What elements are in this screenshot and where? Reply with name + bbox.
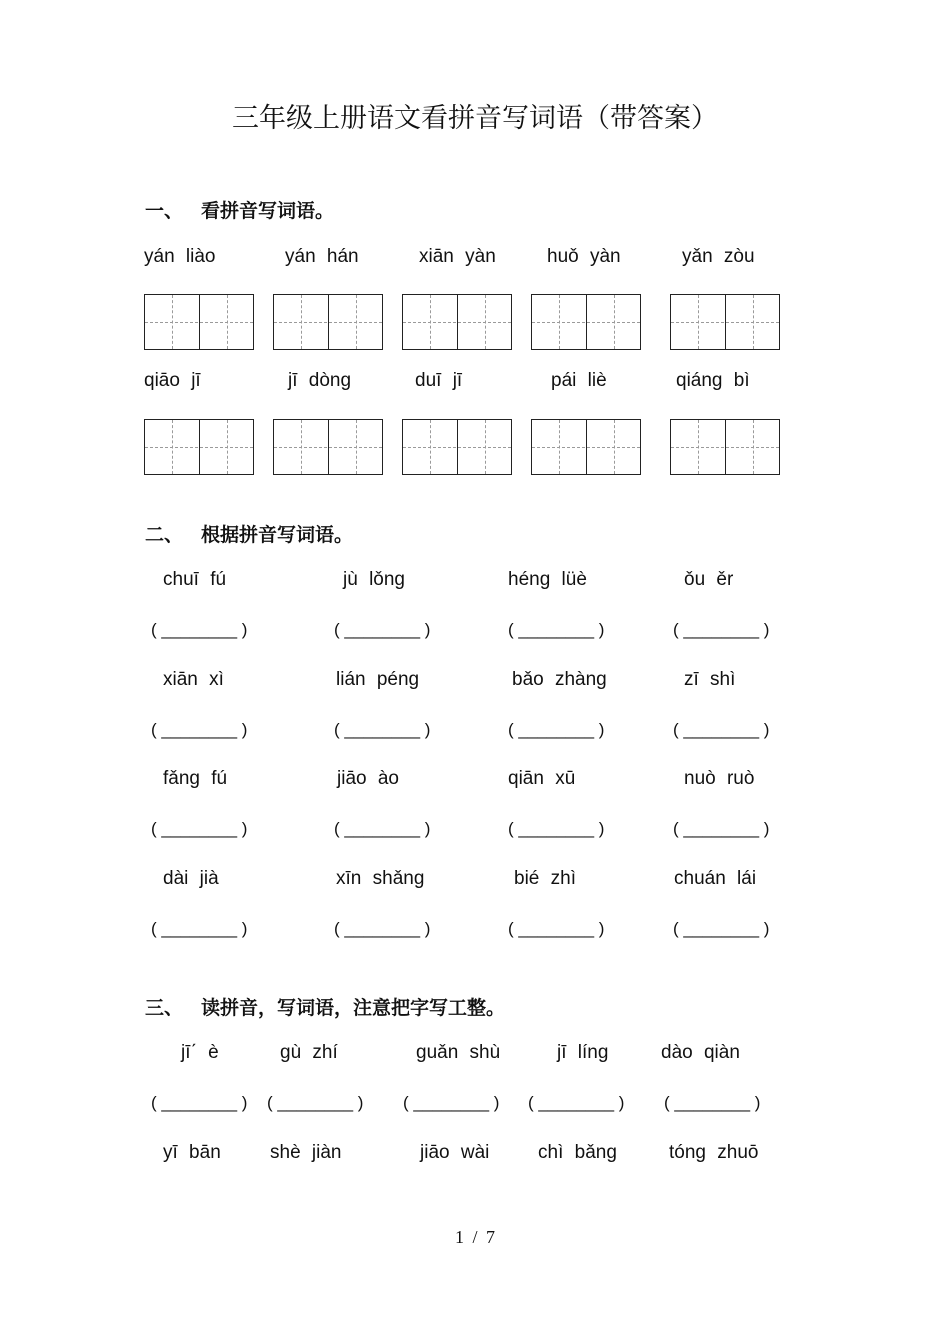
writing-box[interactable] [670, 419, 780, 475]
pinyin-item: xiān xì [163, 669, 224, 690]
section-1-title: 看拼音写词语。 [201, 200, 335, 222]
pinyin-item: jī líng [557, 1042, 609, 1063]
answer-blank[interactable]: ( ________ ) [528, 1093, 625, 1112]
pinyin-item: gù zhí [280, 1042, 338, 1063]
writing-box[interactable] [531, 419, 641, 475]
pinyin-item: huǒ yàn [547, 246, 621, 267]
page-number: 1 / 7 [454, 1227, 495, 1247]
grid-guide [671, 322, 779, 323]
pinyin-item: lián péng [336, 669, 420, 690]
answer-blank[interactable]: ( ________ ) [151, 919, 248, 938]
answer-blank[interactable]: ( ________ ) [334, 919, 431, 938]
pinyin-item: xiān yàn [419, 246, 496, 267]
answer-blank[interactable]: ( ________ ) [673, 620, 770, 639]
answer-blank[interactable]: ( ________ ) [403, 1093, 500, 1112]
answer-blank[interactable]: ( ________ ) [664, 1093, 761, 1112]
pinyin-item: dài jià [163, 868, 219, 889]
grid-guide [145, 322, 253, 323]
pinyin-item: yī bān [163, 1142, 221, 1163]
answer-blank[interactable]: ( ________ ) [334, 819, 431, 838]
pinyin-item: yán liào [144, 246, 216, 267]
answer-blank[interactable]: ( ________ ) [151, 720, 248, 739]
answer-blank[interactable]: ( ________ ) [673, 720, 770, 739]
pinyin-item: ǒu ěr [684, 569, 734, 590]
writing-box[interactable] [402, 419, 512, 475]
pinyin-item: yǎn zòu [682, 246, 755, 267]
grid-guide [145, 447, 253, 448]
grid-guide [532, 447, 640, 448]
writing-box[interactable] [273, 294, 383, 350]
pinyin-item: pái liè [551, 370, 607, 391]
pinyin-item: yán hán [285, 246, 359, 267]
writing-box[interactable] [144, 294, 254, 350]
pinyin-item: qiān xū [508, 768, 576, 789]
grid-guide [403, 447, 511, 448]
pinyin-item: qiāo jī [144, 370, 201, 391]
pinyin-item: chuán lái [674, 868, 757, 889]
answer-blank[interactable]: ( ________ ) [508, 819, 605, 838]
pinyin-item: héng lüè [508, 569, 587, 590]
pinyin-item: jīˊ è [181, 1042, 219, 1063]
grid-guide [403, 322, 511, 323]
pinyin-item: zī shì [684, 669, 736, 690]
pinyin-item: nuò ruò [684, 768, 755, 789]
pinyin-item: qiáng bì [676, 370, 750, 391]
answer-blank[interactable]: ( ________ ) [673, 919, 770, 938]
writing-box[interactable] [402, 294, 512, 350]
section-2-number: 二、 [145, 524, 184, 546]
answer-blank[interactable]: ( ________ ) [334, 720, 431, 739]
answer-blank[interactable]: ( ________ ) [267, 1093, 364, 1112]
section-3-heading [145, 993, 505, 1020]
section-3-title: 读拼音，写词语，注意把字写工整。 [201, 997, 506, 1019]
pinyin-item: shè jiàn [270, 1142, 342, 1163]
writing-box[interactable] [670, 294, 780, 350]
pinyin-item: tóng zhuō [669, 1142, 759, 1163]
writing-box[interactable] [144, 419, 254, 475]
pinyin-item: jī dòng [288, 370, 352, 391]
answer-blank[interactable]: ( ________ ) [151, 1093, 248, 1112]
answer-blank[interactable]: ( ________ ) [151, 819, 248, 838]
pinyin-item: chì bǎng [538, 1142, 617, 1163]
answer-blank[interactable]: ( ________ ) [151, 620, 248, 639]
writing-box[interactable] [273, 419, 383, 475]
pinyin-item: guǎn shù [416, 1042, 501, 1063]
grid-guide [532, 322, 640, 323]
writing-box[interactable] [531, 294, 641, 350]
page-title: 三年级上册语文看拼音写词语（带答案） [232, 103, 718, 134]
pinyin-item: jiāo ào [337, 768, 399, 789]
answer-blank[interactable]: ( ________ ) [334, 620, 431, 639]
grid-guide [274, 447, 382, 448]
answer-blank[interactable]: ( ________ ) [508, 919, 605, 938]
pinyin-item: xīn shǎng [336, 868, 425, 889]
grid-guide [274, 322, 382, 323]
pinyin-item: jù lǒng [343, 569, 405, 590]
section-2-title: 根据拼音写词语。 [201, 524, 354, 546]
pinyin-item: fǎng fú [163, 768, 228, 789]
pinyin-item: chuī fú [163, 569, 227, 590]
answer-blank[interactable]: ( ________ ) [508, 720, 605, 739]
answer-blank[interactable]: ( ________ ) [673, 819, 770, 838]
section-2-heading [145, 520, 353, 547]
pinyin-item: bǎo zhàng [512, 669, 607, 690]
pinyin-item: duī jī [415, 370, 463, 391]
answer-blank[interactable]: ( ________ ) [508, 620, 605, 639]
pinyin-item: jiāo wài [420, 1142, 490, 1163]
pinyin-item: bié zhì [514, 868, 576, 889]
grid-guide [671, 447, 779, 448]
section-3-number: 三、 [145, 997, 184, 1019]
section-1-number: 一、 [145, 200, 184, 222]
pinyin-item: dào qiàn [661, 1042, 740, 1063]
section-1-heading [145, 196, 334, 223]
